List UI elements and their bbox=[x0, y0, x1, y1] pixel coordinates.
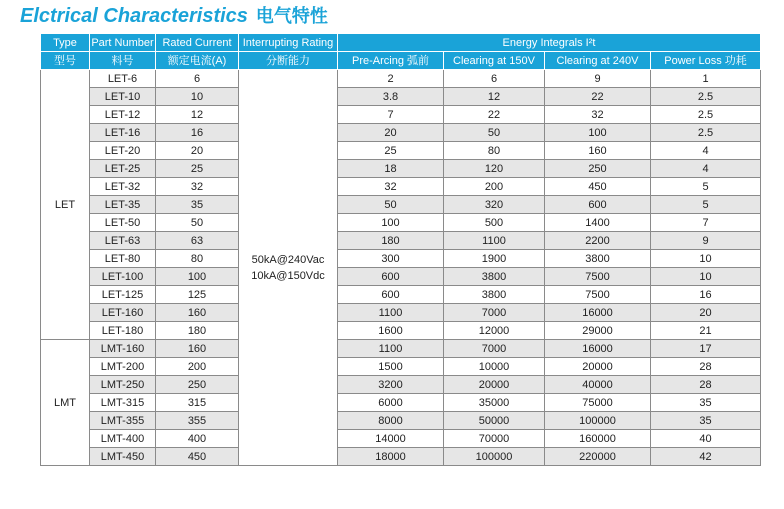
rated-current-cell: 12 bbox=[156, 106, 239, 124]
part-number-cell: LET-20 bbox=[90, 142, 156, 160]
clearing-150v-cell: 100000 bbox=[444, 448, 545, 466]
table-row bbox=[41, 142, 761, 160]
clearing-150v-cell: 10000 bbox=[444, 358, 545, 376]
pre-arcing-cell: 1100 bbox=[338, 304, 444, 322]
pre-arcing-cell: 18 bbox=[338, 160, 444, 178]
clearing-240v-cell: 16000 bbox=[545, 340, 651, 358]
table-row bbox=[41, 124, 761, 142]
power-loss-cell: 20 bbox=[651, 304, 761, 322]
clearing-150v-cell: 22 bbox=[444, 106, 545, 124]
clearing-240v-cell: 20000 bbox=[545, 358, 651, 376]
header-row-cn bbox=[41, 52, 761, 70]
clearing-240v-cell: 160000 bbox=[545, 430, 651, 448]
rated-current-cell: 80 bbox=[156, 250, 239, 268]
interrupting-rating-cell bbox=[239, 70, 338, 466]
part-number-cell: LET-160 bbox=[90, 304, 156, 322]
rated-current-cell: 10 bbox=[156, 88, 239, 106]
page-heading bbox=[20, 3, 328, 29]
table-row bbox=[41, 250, 761, 268]
clearing-240v-cell: 75000 bbox=[545, 394, 651, 412]
part-number-cell: LET-16 bbox=[90, 124, 156, 142]
table-row bbox=[41, 430, 761, 448]
pre-arcing-cell: 2 bbox=[338, 70, 444, 88]
rated-current-cell: 160 bbox=[156, 340, 239, 358]
clearing-240v-cell: 32 bbox=[545, 106, 651, 124]
table-row bbox=[41, 178, 761, 196]
clearing-240v-cell: 1400 bbox=[545, 214, 651, 232]
part-number-cell: LET-25 bbox=[90, 160, 156, 178]
clearing-240v-cell: 600 bbox=[545, 196, 651, 214]
clearing-240v-cell: 29000 bbox=[545, 322, 651, 340]
rated-current-cell: 160 bbox=[156, 304, 239, 322]
part-number-cell: LMT-160 bbox=[90, 340, 156, 358]
col-clearing-150v: Clearing at 150V bbox=[444, 52, 545, 70]
table-row bbox=[41, 160, 761, 178]
clearing-150v-cell: 320 bbox=[444, 196, 545, 214]
power-loss-cell: 21 bbox=[651, 322, 761, 340]
pre-arcing-cell: 32 bbox=[338, 178, 444, 196]
rated-current-cell: 35 bbox=[156, 196, 239, 214]
clearing-240v-cell: 40000 bbox=[545, 376, 651, 394]
col-rated-current: Rated Current bbox=[156, 34, 239, 52]
table-row bbox=[41, 448, 761, 466]
pre-arcing-cell: 3200 bbox=[338, 376, 444, 394]
part-number-cell: LET-12 bbox=[90, 106, 156, 124]
pre-arcing-cell: 300 bbox=[338, 250, 444, 268]
table-row bbox=[41, 358, 761, 376]
pre-arcing-cell: 1100 bbox=[338, 340, 444, 358]
part-number-cell: LET-35 bbox=[90, 196, 156, 214]
clearing-240v-cell: 250 bbox=[545, 160, 651, 178]
part-number-cell: LET-10 bbox=[90, 88, 156, 106]
rated-current-cell: 315 bbox=[156, 394, 239, 412]
type-cell: LET bbox=[41, 70, 90, 340]
pre-arcing-cell: 600 bbox=[338, 286, 444, 304]
clearing-150v-cell: 1900 bbox=[444, 250, 545, 268]
clearing-150v-cell: 20000 bbox=[444, 376, 545, 394]
clearing-150v-cell: 50 bbox=[444, 124, 545, 142]
clearing-150v-cell: 3800 bbox=[444, 268, 545, 286]
pre-arcing-cell: 14000 bbox=[338, 430, 444, 448]
col-part-number: Part Number bbox=[90, 34, 156, 52]
table-body bbox=[41, 70, 761, 466]
rated-current-cell: 355 bbox=[156, 412, 239, 430]
pre-arcing-cell: 100 bbox=[338, 214, 444, 232]
table-row bbox=[41, 106, 761, 124]
clearing-150v-cell: 70000 bbox=[444, 430, 545, 448]
clearing-150v-cell: 12000 bbox=[444, 322, 545, 340]
power-loss-cell: 2.5 bbox=[651, 106, 761, 124]
power-loss-cell: 1 bbox=[651, 70, 761, 88]
clearing-150v-cell: 200 bbox=[444, 178, 545, 196]
pre-arcing-cell: 7 bbox=[338, 106, 444, 124]
pre-arcing-cell: 50 bbox=[338, 196, 444, 214]
table-row bbox=[41, 196, 761, 214]
clearing-150v-cell: 50000 bbox=[444, 412, 545, 430]
table-row bbox=[41, 232, 761, 250]
clearing-240v-cell: 16000 bbox=[545, 304, 651, 322]
rated-current-cell: 200 bbox=[156, 358, 239, 376]
power-loss-cell: 35 bbox=[651, 394, 761, 412]
power-loss-cell: 2.5 bbox=[651, 88, 761, 106]
rated-current-cell: 32 bbox=[156, 178, 239, 196]
interrupting-rating-line: 10kA@150Vdc bbox=[251, 269, 325, 282]
power-loss-cell: 10 bbox=[651, 268, 761, 286]
clearing-240v-cell: 450 bbox=[545, 178, 651, 196]
power-loss-cell: 2.5 bbox=[651, 124, 761, 142]
col-type-cn: 型号 bbox=[41, 52, 90, 70]
clearing-150v-cell: 6 bbox=[444, 70, 545, 88]
rated-current-cell: 125 bbox=[156, 286, 239, 304]
rated-current-cell: 400 bbox=[156, 430, 239, 448]
col-pre-arcing: Pre-Arcing 弧前 bbox=[338, 52, 444, 70]
heading-english: Elctrical Characteristics bbox=[20, 5, 248, 27]
table-row bbox=[41, 340, 761, 358]
power-loss-cell: 28 bbox=[651, 376, 761, 394]
power-loss-cell: 5 bbox=[651, 196, 761, 214]
power-loss-cell: 42 bbox=[651, 448, 761, 466]
col-rated-current-cn: 额定电流(A) bbox=[156, 52, 239, 70]
power-loss-cell: 4 bbox=[651, 142, 761, 160]
clearing-240v-cell: 9 bbox=[545, 70, 651, 88]
clearing-150v-cell: 120 bbox=[444, 160, 545, 178]
table-row bbox=[41, 70, 761, 88]
table-row bbox=[41, 286, 761, 304]
part-number-cell: LET-63 bbox=[90, 232, 156, 250]
power-loss-cell: 28 bbox=[651, 358, 761, 376]
clearing-150v-cell: 12 bbox=[444, 88, 545, 106]
part-number-cell: LET-125 bbox=[90, 286, 156, 304]
power-loss-cell: 17 bbox=[651, 340, 761, 358]
pre-arcing-cell: 18000 bbox=[338, 448, 444, 466]
table-row bbox=[41, 214, 761, 232]
rated-current-cell: 63 bbox=[156, 232, 239, 250]
clearing-240v-cell: 22 bbox=[545, 88, 651, 106]
clearing-240v-cell: 160 bbox=[545, 142, 651, 160]
part-number-cell: LET-80 bbox=[90, 250, 156, 268]
clearing-150v-cell: 1100 bbox=[444, 232, 545, 250]
characteristics-table bbox=[40, 33, 761, 466]
pre-arcing-cell: 3.8 bbox=[338, 88, 444, 106]
table-row bbox=[41, 394, 761, 412]
col-part-number-cn: 料号 bbox=[90, 52, 156, 70]
interrupting-rating-line: 50kA@240Vac bbox=[251, 253, 325, 266]
part-number-cell: LMT-250 bbox=[90, 376, 156, 394]
rated-current-cell: 16 bbox=[156, 124, 239, 142]
part-number-cell: LMT-200 bbox=[90, 358, 156, 376]
part-number-cell: LMT-400 bbox=[90, 430, 156, 448]
clearing-150v-cell: 35000 bbox=[444, 394, 545, 412]
rated-current-cell: 100 bbox=[156, 268, 239, 286]
pre-arcing-cell: 1500 bbox=[338, 358, 444, 376]
pre-arcing-cell: 25 bbox=[338, 142, 444, 160]
part-number-cell: LET-32 bbox=[90, 178, 156, 196]
power-loss-cell: 5 bbox=[651, 178, 761, 196]
part-number-cell: LET-180 bbox=[90, 322, 156, 340]
col-interrupting-rating: Interrupting Rating bbox=[239, 34, 338, 52]
part-number-cell: LMT-450 bbox=[90, 448, 156, 466]
pre-arcing-cell: 1600 bbox=[338, 322, 444, 340]
clearing-240v-cell: 100000 bbox=[545, 412, 651, 430]
col-type: Type bbox=[41, 34, 90, 52]
clearing-240v-cell: 7500 bbox=[545, 286, 651, 304]
table-row bbox=[41, 304, 761, 322]
power-loss-cell: 16 bbox=[651, 286, 761, 304]
part-number-cell: LET-50 bbox=[90, 214, 156, 232]
table-row bbox=[41, 88, 761, 106]
rated-current-cell: 180 bbox=[156, 322, 239, 340]
col-clearing-240v: Clearing at 240V bbox=[545, 52, 651, 70]
part-number-cell: LMT-355 bbox=[90, 412, 156, 430]
clearing-150v-cell: 80 bbox=[444, 142, 545, 160]
clearing-150v-cell: 3800 bbox=[444, 286, 545, 304]
table-row bbox=[41, 376, 761, 394]
power-loss-cell: 9 bbox=[651, 232, 761, 250]
col-interrupting-rating-cn: 分断能力 bbox=[239, 52, 338, 70]
col-power-loss: Power Loss 功耗 bbox=[651, 52, 761, 70]
table-row bbox=[41, 268, 761, 286]
rated-current-cell: 50 bbox=[156, 214, 239, 232]
power-loss-cell: 10 bbox=[651, 250, 761, 268]
type-cell: LMT bbox=[41, 340, 90, 466]
table-row bbox=[41, 412, 761, 430]
pre-arcing-cell: 6000 bbox=[338, 394, 444, 412]
clearing-150v-cell: 7000 bbox=[444, 340, 545, 358]
rated-current-cell: 20 bbox=[156, 142, 239, 160]
heading-chinese: 电气特性 bbox=[255, 6, 328, 26]
clearing-240v-cell: 220000 bbox=[545, 448, 651, 466]
table-row bbox=[41, 322, 761, 340]
header-row-en bbox=[41, 34, 761, 52]
power-loss-cell: 35 bbox=[651, 412, 761, 430]
pre-arcing-cell: 20 bbox=[338, 124, 444, 142]
part-number-cell: LMT-315 bbox=[90, 394, 156, 412]
clearing-240v-cell: 7500 bbox=[545, 268, 651, 286]
part-number-cell: LET-100 bbox=[90, 268, 156, 286]
pre-arcing-cell: 180 bbox=[338, 232, 444, 250]
power-loss-cell: 40 bbox=[651, 430, 761, 448]
pre-arcing-cell: 600 bbox=[338, 268, 444, 286]
clearing-240v-cell: 2200 bbox=[545, 232, 651, 250]
rated-current-cell: 250 bbox=[156, 376, 239, 394]
power-loss-cell: 4 bbox=[651, 160, 761, 178]
rated-current-cell: 450 bbox=[156, 448, 239, 466]
rated-current-cell: 6 bbox=[156, 70, 239, 88]
clearing-150v-cell: 7000 bbox=[444, 304, 545, 322]
clearing-240v-cell: 100 bbox=[545, 124, 651, 142]
rated-current-cell: 25 bbox=[156, 160, 239, 178]
pre-arcing-cell: 8000 bbox=[338, 412, 444, 430]
col-energy-integrals: Energy Integrals I²t bbox=[338, 34, 761, 52]
part-number-cell: LET-6 bbox=[90, 70, 156, 88]
clearing-240v-cell: 3800 bbox=[545, 250, 651, 268]
power-loss-cell: 7 bbox=[651, 214, 761, 232]
clearing-150v-cell: 500 bbox=[444, 214, 545, 232]
